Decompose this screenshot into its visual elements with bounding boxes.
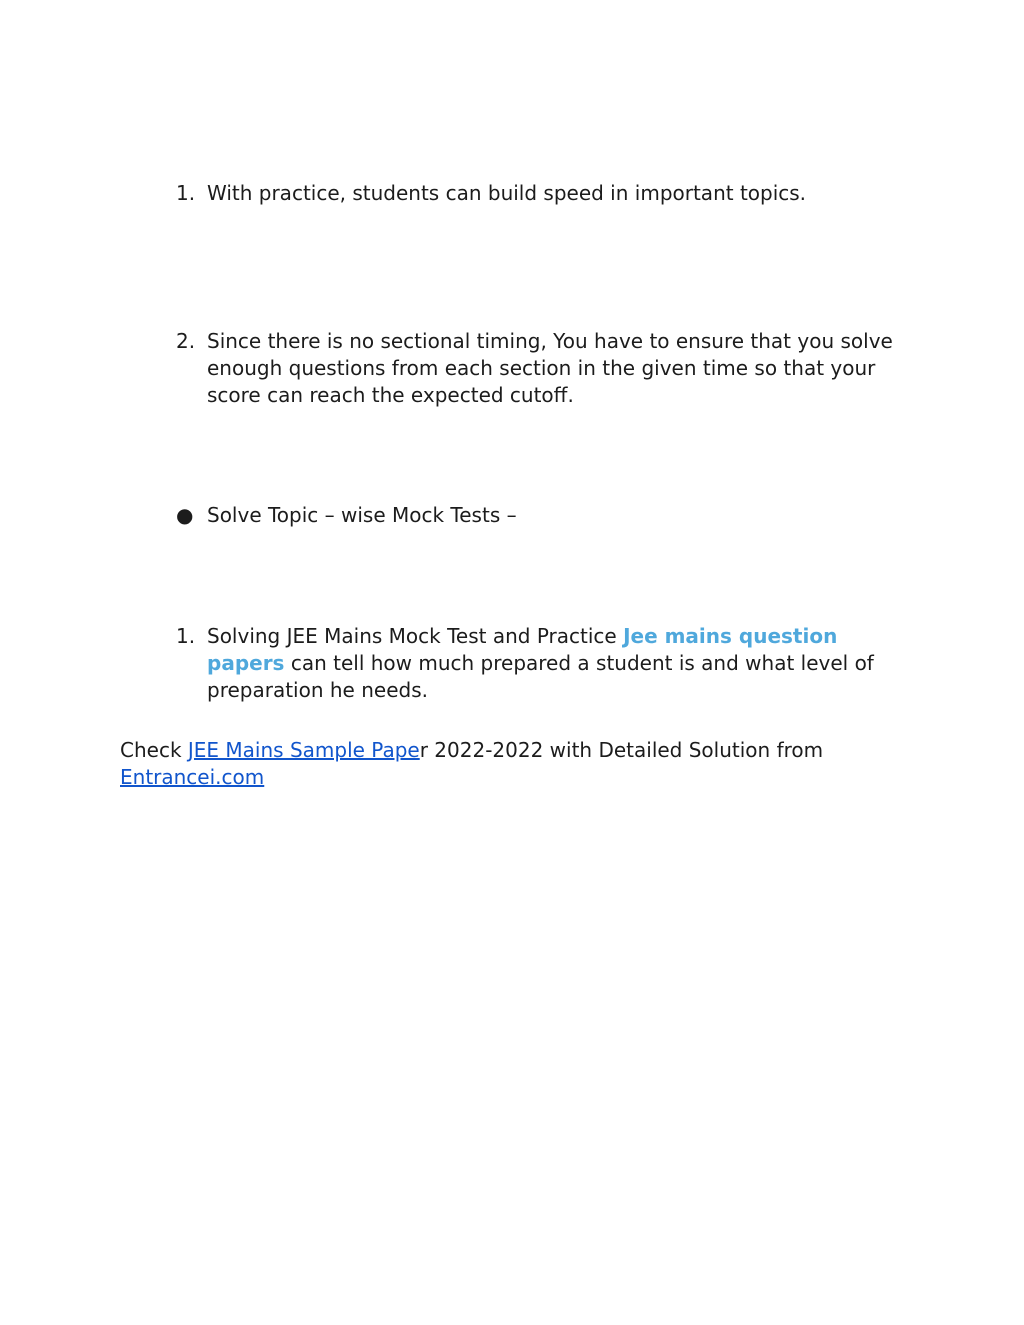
list-item-text: With practice, students can build speed in important topics.	[207, 181, 807, 205]
list-item-text: Since there is no sectional timing, You have to ensure that you solve enough questions from each section in the given time so that your score can reach the expected cutoff.	[207, 329, 893, 407]
jee-mains-sample-paper-link[interactable]: JEE Mains Sample Pape	[187, 738, 420, 762]
list-number: 2.	[176, 329, 196, 353]
list-item-speed	[176, 180, 916, 207]
bullet-item-text: Solve Topic – wise Mock Tests –	[207, 503, 517, 527]
list-number: 1.	[176, 624, 196, 648]
list-item-text-after: can tell how much prepared a student is and what level of preparation he needs.	[207, 651, 874, 702]
jee-mains-question-papers-link[interactable]: Jee mains question papers	[207, 624, 838, 675]
list-number: 1.	[176, 181, 196, 205]
list-item-text-before: Solving JEE Mains Mock Test and Practice	[207, 624, 624, 648]
list-item-text	[207, 623, 916, 704]
bullet-icon: ●	[176, 503, 194, 527]
check-middle: r 2022-2022 with Detailed Solution from	[419, 738, 824, 762]
check-paragraph	[120, 737, 920, 791]
list-item-solving	[176, 623, 916, 704]
entrancei-link[interactable]: Entrancei.com	[120, 765, 265, 789]
list-item-timing	[176, 328, 916, 409]
bullet-item-mock-tests	[176, 502, 916, 529]
check-prefix: Check	[120, 738, 188, 762]
